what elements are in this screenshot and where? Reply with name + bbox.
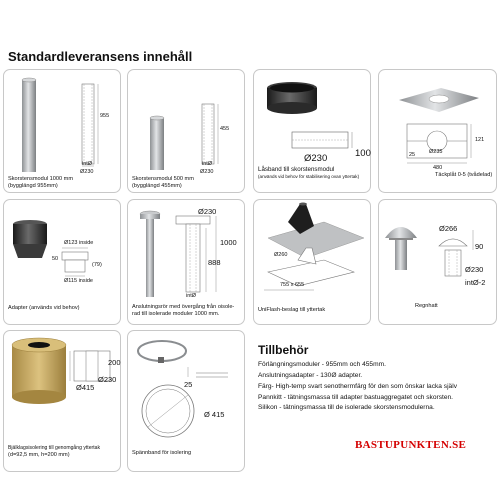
card-insulation (3, 330, 121, 472)
dim-inner-diameter: intØ (82, 161, 93, 167)
dim-pipe-length: 888 (208, 258, 221, 267)
brand-logo-text: BASTUPUNKTEN.SE (355, 439, 467, 451)
card-rain-hat (378, 199, 497, 325)
dim-height: 200 (108, 358, 121, 367)
card-chimney-500 (127, 69, 245, 193)
card-chimney-1000 (3, 69, 121, 193)
dim-top-diameter: Ø230 (198, 207, 217, 216)
accessory-line: Silikon - tätningsmassa till de isolerade skorstensmodulerna. (258, 404, 435, 411)
caption-chimney-1000: Skorstensmodul 1000 mm (bygglängd 955mm) (8, 176, 73, 190)
dim-inner-diameter: Ø230 (98, 375, 117, 384)
caption-chimney-500: Skorstensmodul 500 mm (bygglängd 455mm) (132, 176, 194, 190)
dim-top-inside: Ø123 inside (64, 240, 94, 246)
dim-total-height: (79) (92, 262, 102, 268)
caption-connection-pipe: Anslutningsrör med övergång från oisole- rad till isolerade moduler 1000 mm. (132, 304, 235, 318)
dim-width: 480 (433, 165, 443, 171)
rain-hat-drawing (379, 200, 498, 326)
dim-outer-diameter: Ø230 (80, 169, 94, 175)
card-lock-band (253, 69, 371, 193)
dim-length: 955 (100, 113, 110, 119)
accessory-line: Färg- High-temp svart senothermfärg för den som önskar lacka själv (258, 383, 457, 390)
dim-depth: 121 (475, 137, 485, 143)
dim-diameter: Ø 415 (204, 410, 225, 419)
card-adapter (3, 199, 121, 325)
caption-adapter: Adapter (används vid behov) (8, 305, 80, 311)
dim-height: 100 (355, 148, 371, 159)
caption-insulation: Bjälklagsisolering till genomgång yttertak (d=92,5 mm, h=200 mm) (8, 445, 101, 458)
caption-lock-band: Låsband till skorstensmodul (används vid behov för stabilisering ovan yttertak) (258, 166, 360, 180)
page-title: Standardleveransens innehåll (8, 49, 193, 64)
dim-inner-diameter: intØ-2 (465, 278, 486, 287)
accessories-title: Tillbehör (258, 343, 309, 357)
dim-height: 50 (52, 256, 59, 262)
dim-hole: Ø235 (429, 149, 443, 155)
dim-size: 755 x 655 (280, 282, 305, 288)
caption-cover-plate: Täckplåt 0-5 (tvådelad) (435, 172, 493, 178)
dim-outer-diameter: Ø415 (76, 383, 95, 392)
accessory-line: Anslutningsadapter - 130Ø adapter. (258, 372, 363, 379)
dim-outer-diameter: Ø230 (465, 265, 484, 274)
caption-clamp: Spännband för isolering (132, 450, 192, 456)
dim-diameter: Ø230 (304, 153, 328, 164)
accessory-line: Pannkitt - tätningsmassa till adapter bastuaggregatet och skorsten. (258, 394, 453, 401)
card-clamp (127, 330, 245, 472)
dim-cap-diameter: Ø266 (439, 224, 458, 233)
card-uniflash (253, 199, 371, 325)
card-connection-pipe (127, 199, 245, 325)
dim-height: 90 (475, 242, 484, 251)
dim-outer-diameter: Ø230 (200, 169, 214, 175)
caption-rain-hat: Regnhatt (415, 303, 438, 309)
dim-total-length: 1000 (220, 238, 237, 247)
dim-opening: Ø260 (274, 252, 288, 258)
caption-uniflash: UniFlash-beslag till yttertak (258, 307, 326, 313)
dim-bottom-inside: Ø115 inside (64, 278, 93, 284)
dim-inner-diameter: intØ (186, 293, 197, 299)
dim-width: 25 (184, 380, 193, 389)
accessory-line: Förlängningsmoduler - 955mm och 455mm. (258, 361, 386, 368)
dim-inner-diameter: intØ (202, 161, 213, 167)
card-cover-plate (378, 69, 497, 193)
dim-length: 455 (220, 126, 230, 132)
dim-offset: 25 (409, 152, 416, 158)
